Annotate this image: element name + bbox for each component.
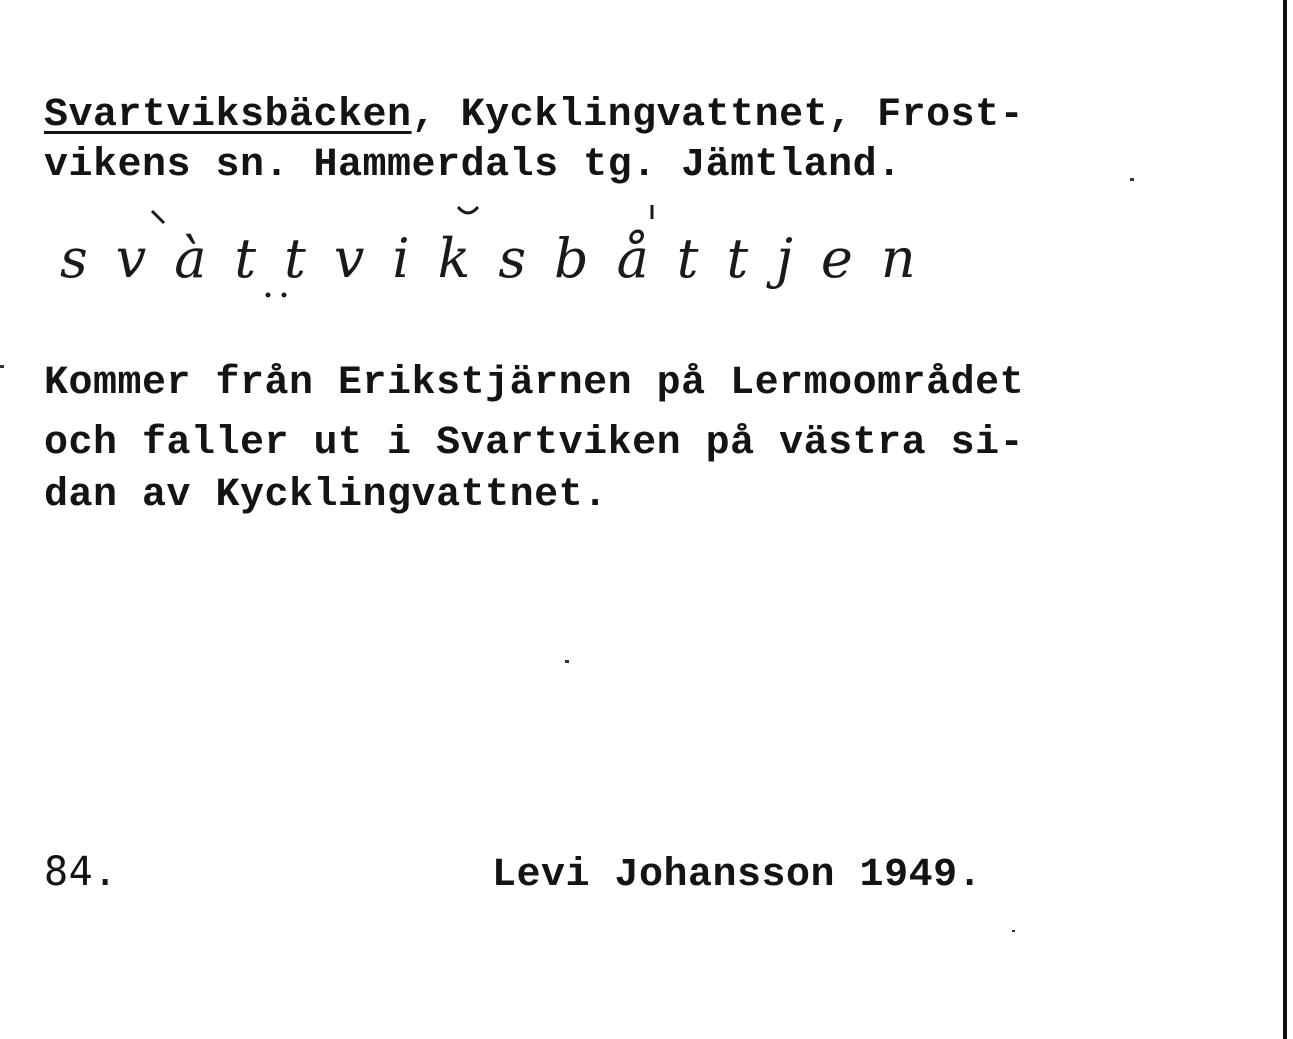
place-name: Svartviksbäcken xyxy=(44,93,412,138)
card-number: 84. xyxy=(44,849,118,895)
description-line-2: och faller ut i Svartviken på västra si- xyxy=(44,421,1025,466)
header-line-1 xyxy=(44,90,1024,142)
header-line-1-rest: , Kycklingvattnet, Frost- xyxy=(411,93,1025,138)
handwritten-pronunciation xyxy=(60,205,960,305)
card-right-edge xyxy=(1283,0,1287,1039)
card-author: Levi Johansson 1949. xyxy=(492,853,983,898)
scan-speck xyxy=(565,660,569,663)
description-line-3: dan av Kycklingvattnet. xyxy=(44,473,608,518)
scan-speck xyxy=(1012,930,1015,932)
scan-speck xyxy=(0,365,4,368)
description-line-1: Kommer från Erikstjärnen på Lermoområdet xyxy=(44,361,1025,406)
pronunciation-text: svàttviksbåttjen xyxy=(60,227,944,290)
scan-speck xyxy=(1130,178,1134,181)
header-line-2: vikens sn. Hammerdals tg. Jämtland. xyxy=(44,143,902,188)
